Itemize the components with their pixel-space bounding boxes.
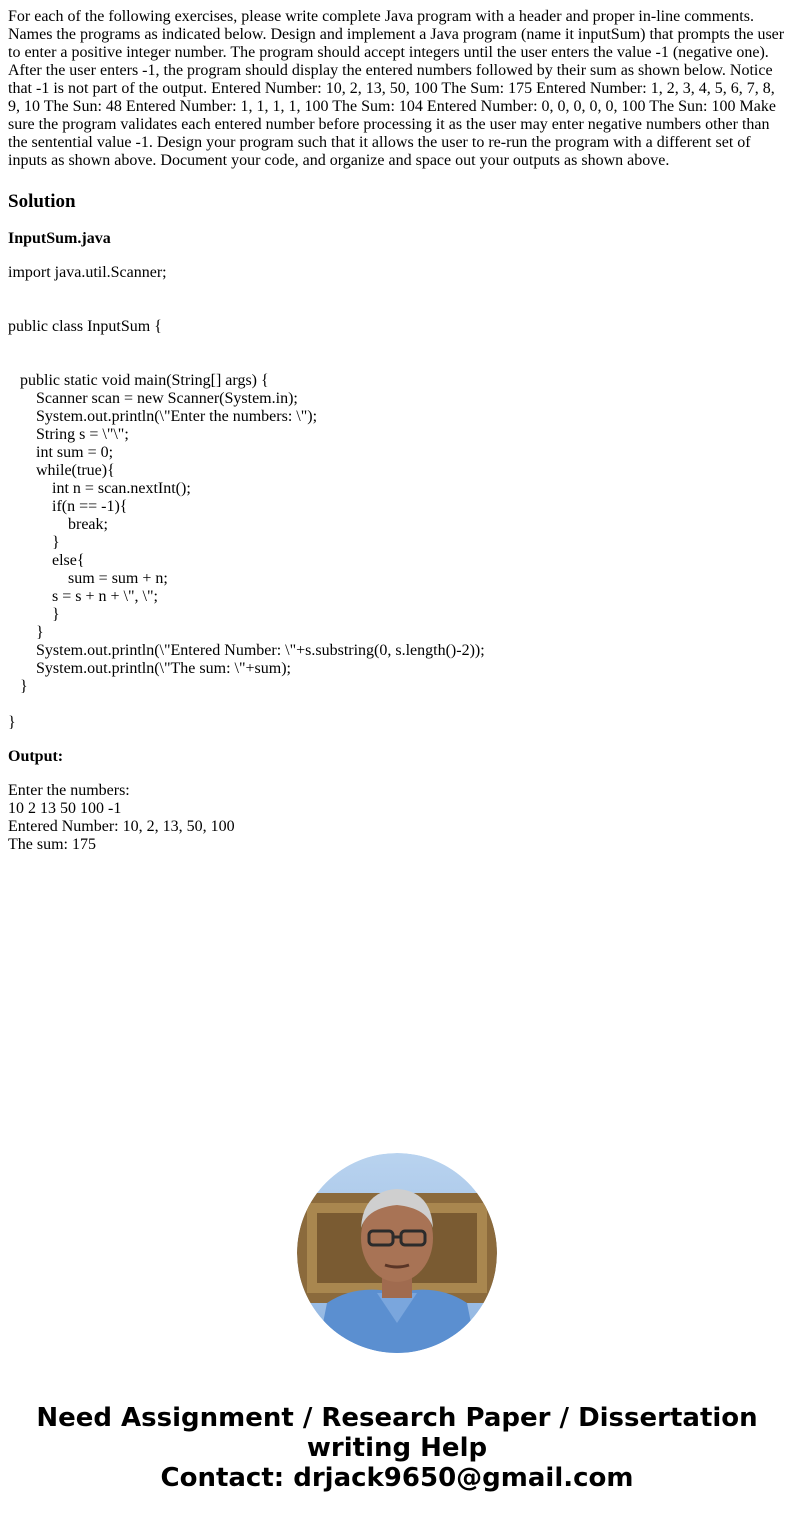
- code-line: [8, 336, 786, 354]
- output-block: [8, 782, 786, 854]
- code-line: else{: [8, 552, 85, 569]
- code-line: if(n == -1){: [8, 498, 128, 515]
- author-portrait-icon: [297, 1153, 497, 1353]
- footer-line-1: Need Assignment / Research Paper / Dissertation: [36, 1403, 758, 1433]
- code-line: [8, 282, 786, 300]
- code-line: break;: [8, 516, 108, 533]
- code-line: }: [8, 534, 60, 551]
- code-block: [8, 264, 786, 732]
- code-line: int sum = 0;: [8, 444, 114, 461]
- footer-contact: Contact: drjack9650@gmail.com: [160, 1463, 634, 1493]
- code-line: [8, 300, 786, 318]
- code-line: }: [8, 624, 44, 641]
- code-line: }: [8, 678, 28, 695]
- output-label: Output:: [8, 748, 64, 765]
- code-line: [8, 696, 786, 714]
- solution-heading: Solution: [8, 191, 76, 212]
- code-line: import java.util.Scanner;: [8, 264, 167, 281]
- output-line: Enter the numbers:: [8, 782, 130, 799]
- promo-footer: [0, 1403, 794, 1493]
- code-line: s = s + n + \", \";: [8, 588, 158, 605]
- code-line: Scanner scan = new Scanner(System.in);: [8, 390, 298, 407]
- output-line: 10 2 13 50 100 -1: [8, 800, 122, 817]
- output-line: The sum: 175: [8, 836, 96, 853]
- code-line: String s = \"\";: [8, 426, 129, 443]
- problem-statement: For each of the following exercises, please write complete Java program with a header and proper in-line comments. Names the programs as indicated below. Design and implement a Java program (name it inputSum) that prompts the user to enter a positive integer number. The program should accept integers until the user enters the value -1 (negative one). After the user enters -1, the program should display the entered numbers followed by their sum as shown below. Notice that -1 is not part of the output. Entered Number: 10, 2, 13, 50, 100 The Sum: 175 Entered Number: 1, 2, 3, 4, 5, 6, 7, 8, 9, 10 The Sun: 48 Entered Number: 1, 1, 1, 1, 100 The Sum: 104 Entered Number: 0, 0, 0, 0, 0, 100 The Sun: 100 Make sure the program validates each entered number before processing it as the user may enter negative numbers other than the sentential value -1. Design your program such that it allows the user to re-run the program with a different set of inputs as shown above. Document your code, and organize and space out your outputs as shown above.: [8, 8, 785, 169]
- code-line: [8, 354, 786, 372]
- code-line: }: [8, 714, 16, 731]
- author-avatar: [297, 1153, 497, 1353]
- footer-line-2: writing Help: [306, 1433, 488, 1463]
- code-line: System.out.println(\"The sum: \"+sum);: [8, 660, 291, 677]
- code-line: System.out.println(\"Enter the numbers: \");: [8, 408, 318, 425]
- file-name: InputSum.java: [8, 230, 111, 247]
- code-line: System.out.println(\"Entered Number: \"+s.substring(0, s.length()-2));: [8, 642, 485, 659]
- code-line: while(true){: [8, 462, 115, 479]
- code-line: public static void main(String[] args) {: [8, 372, 269, 389]
- code-line: int n = scan.nextInt();: [8, 480, 191, 497]
- code-line: public class InputSum {: [8, 318, 162, 335]
- output-line: Entered Number: 10, 2, 13, 50, 100: [8, 818, 235, 835]
- code-line: }: [8, 606, 60, 623]
- code-line: sum = sum + n;: [8, 570, 168, 587]
- page-content: [8, 8, 786, 854]
